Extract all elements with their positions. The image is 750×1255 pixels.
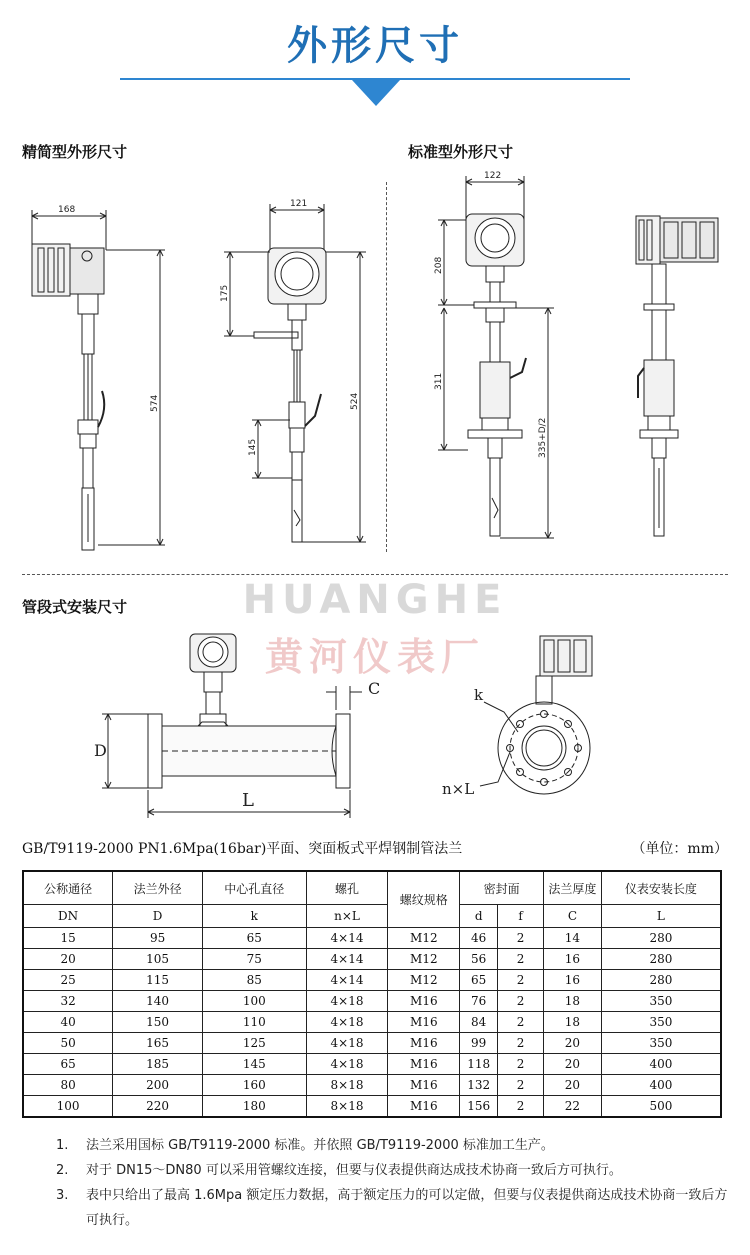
table-cell: 160 [202,1075,306,1096]
table-cell: 4×18 [306,991,388,1012]
table-unit: （单位：mm） [631,841,728,857]
table-row [23,949,721,970]
dim-335: 335+D/2 [538,417,548,458]
table-cell: M16 [388,1033,460,1054]
table-cell: 99 [460,1033,498,1054]
dim-121: 121 [290,199,308,209]
dim-175: 175 [220,284,230,302]
dim-d: D [94,741,107,760]
table-cell: 4×18 [306,1012,388,1033]
header-cell: 公称通径 [23,871,113,905]
table-cell: 84 [460,1012,498,1033]
symbol-cell: f [498,905,544,928]
table-cell: 25 [23,970,113,991]
table-symbol-row [23,905,721,928]
table-row [23,1054,721,1075]
table-cell: 20 [544,1033,602,1054]
header-cell: 法兰厚度 [544,871,602,905]
table-cell: 2 [498,991,544,1012]
table-cell: 4×18 [306,1033,388,1054]
table-cell: 80 [23,1075,113,1096]
notes-list [56,1133,728,1233]
drawing-compact-side [20,190,220,570]
table-cell: 16 [544,949,602,970]
drawing-standard-side [622,168,722,548]
table-cell: 140 [113,991,203,1012]
table-cell: 118 [460,1054,498,1075]
table-row [23,1075,721,1096]
section-divider-horizontal [22,574,728,575]
symbol-cell: d [460,905,498,928]
dim-k: k [474,686,484,704]
table-row [23,970,721,991]
symbol-cell: D [113,905,203,928]
note-text: 对于 DN15～DN80 可以采用管螺纹连接，但要与仪表提供商达成技术协商一致后方可执行。 [86,1163,622,1178]
table-cell: 185 [113,1054,203,1075]
table-cell: M16 [388,991,460,1012]
table-cell: 40 [23,1012,113,1033]
table-caption: GB/T9119-2000 PN1.6Mpa(16bar)平面、突面板式平焊钢制管法兰 [22,841,463,857]
drawing-pipe-side [90,630,390,820]
table-row [23,928,721,949]
table-cell: 76 [460,991,498,1012]
table-cell: 14 [544,928,602,949]
drawing-flange-front [440,630,690,820]
table-cell: 50 [23,1033,113,1054]
note-number: 3. [56,1188,69,1203]
dim-c: C [368,679,381,698]
header-cell: 密封面 [460,871,544,905]
table-row [23,1096,721,1118]
table-row [23,1012,721,1033]
table-cell: 8×18 [306,1096,388,1118]
table-cell: M12 [388,970,460,991]
section-pipe-title: 管段式安装尺寸 [22,598,128,616]
table-cell: M16 [388,1012,460,1033]
dim-122: 122 [484,171,502,181]
table-cell: 16 [544,970,602,991]
symbol-cell: C [544,905,602,928]
drawing-standard-front [420,168,570,548]
section-divider-vertical [386,182,387,552]
table-cell: 46 [460,928,498,949]
section-compact-title: 精简型外形尺寸 [22,143,128,161]
table-cell: 4×18 [306,1054,388,1075]
table-cell: 2 [498,1075,544,1096]
table-cell: 145 [202,1054,306,1075]
dim-nxl: n×L [442,780,475,798]
symbol-cell: L [601,905,721,928]
table-cell: 65 [460,970,498,991]
table-cell: 280 [601,928,721,949]
dim-l: L [242,790,254,811]
header-cell: 螺纹规格 [388,871,460,928]
dim-311: 311 [434,372,444,390]
table-cell: 280 [601,949,721,970]
table-cell: M16 [388,1075,460,1096]
table-cell: 8×18 [306,1075,388,1096]
note-item [56,1158,728,1183]
title-arrow-icon [352,80,400,106]
header-cell: 法兰外径 [113,871,203,905]
table-cell: 280 [601,970,721,991]
table-row [23,991,721,1012]
table-cell: 2 [498,970,544,991]
watermark-brand-en: HUANGHE [242,577,508,623]
table-cell: 2 [498,1012,544,1033]
table-cell: 350 [601,1033,721,1054]
table-cell: 105 [113,949,203,970]
table-cell: 200 [113,1075,203,1096]
table-cell: 100 [23,1096,113,1118]
dim-524: 524 [350,392,360,410]
dim-208: 208 [434,256,444,274]
table-cell: 2 [498,949,544,970]
table-cell: 75 [202,949,306,970]
table-cell: 180 [202,1096,306,1118]
table-cell: M12 [388,928,460,949]
table-cell: 500 [601,1096,721,1118]
table-cell: 4×14 [306,970,388,991]
table-cell: 4×14 [306,928,388,949]
table-cell: 350 [601,991,721,1012]
table-cell: 56 [460,949,498,970]
table-cell: 156 [460,1096,498,1118]
table-cell: 2 [498,1054,544,1075]
watermark-brand-cn: 黄河仪表厂 [264,635,485,679]
note-text: 法兰采用国标 GB/T9119-2000 标准。并依照 GB/T9119-2000 标准加工生产。 [86,1138,554,1153]
note-number: 2. [56,1163,69,1178]
symbol-cell: DN [23,905,113,928]
table-header-row [23,871,721,905]
table-cell: 350 [601,1012,721,1033]
table-cell: 15 [23,928,113,949]
table-cell: 95 [113,928,203,949]
note-item [56,1133,728,1158]
table-cell: 22 [544,1096,602,1118]
header-cell: 仪表安装长度 [601,871,721,905]
table-cell: 132 [460,1075,498,1096]
table-cell: 20 [544,1075,602,1096]
table-cell: 2 [498,1096,544,1118]
section-standard-title: 标准型外形尺寸 [408,143,514,161]
table-cell: 115 [113,970,203,991]
table-cell: 150 [113,1012,203,1033]
table-cell: M16 [388,1096,460,1118]
table-cell: 65 [202,928,306,949]
drawing-compact-front [210,190,380,570]
table-cell: 20 [544,1054,602,1075]
symbol-cell: k [202,905,306,928]
table-cell: 400 [601,1075,721,1096]
table-cell: M12 [388,949,460,970]
table-cell: 400 [601,1054,721,1075]
page-title: 外形尺寸 [287,23,463,69]
table-cell: 125 [202,1033,306,1054]
dim-574: 574 [150,394,160,412]
table-cell: 220 [113,1096,203,1118]
table-cell: 32 [23,991,113,1012]
symbol-cell: n×L [306,905,388,928]
table-cell: 4×14 [306,949,388,970]
table-cell: 85 [202,970,306,991]
table-cell: 18 [544,1012,602,1033]
flange-spec-table [22,870,722,1118]
table-cell: 20 [23,949,113,970]
header-cell: 螺孔 [306,871,388,905]
table-cell: 165 [113,1033,203,1054]
table-row [23,1033,721,1054]
note-item [56,1183,728,1233]
note-text: 表中只给出了最高 1.6Mpa 额定压力数据，高于额定压力的可以定做，但要与仪表提供商达成技术协商一致后方可执行。 [86,1188,728,1228]
dim-145: 145 [248,438,258,456]
table-cell: 18 [544,991,602,1012]
table-cell: 110 [202,1012,306,1033]
table-cell: 2 [498,928,544,949]
table-cell: 100 [202,991,306,1012]
table-cell: 65 [23,1054,113,1075]
note-number: 1. [56,1138,69,1153]
dim-168: 168 [58,205,76,215]
table-cell: M16 [388,1054,460,1075]
table-cell: 2 [498,1033,544,1054]
header-cell: 中心孔直径 [202,871,306,905]
